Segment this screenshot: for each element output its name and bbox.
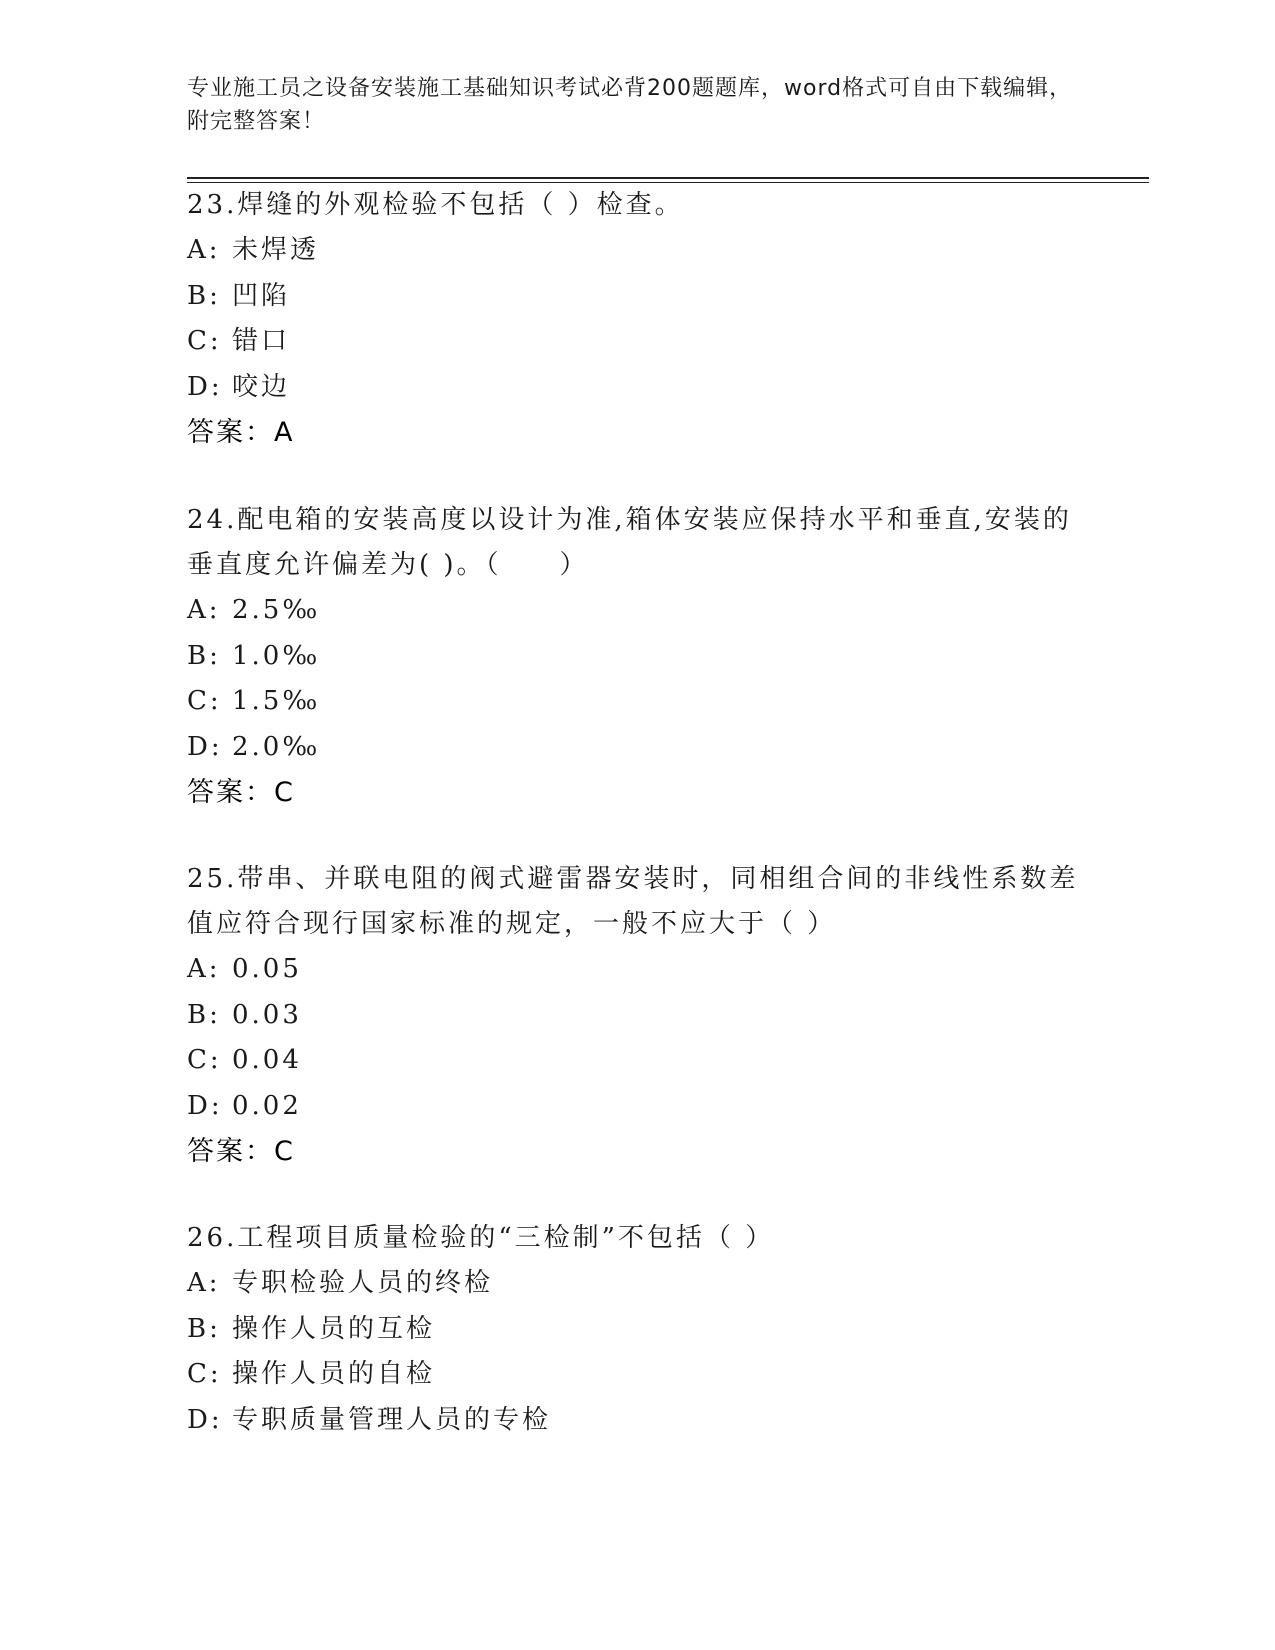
option-text: 未焊透 [232,235,320,265]
question-stem: 26.工程项目质量检验的“三检制”不包括（ ） [187,1223,775,1253]
option-text: 2.0‰ [232,731,321,762]
option-text: 错口 [232,326,291,356]
option-text: 1.5‰ [232,686,321,716]
option-b [187,1307,1087,1353]
option-c [187,679,1087,725]
option-text: 专职质量管理人员的专检 [232,1404,552,1435]
option-b [187,634,1087,680]
option-a [187,588,1087,634]
question-23 [187,183,1087,455]
question-stem: 25.带串、并联电阻的阀式避雷器安装时，同相组合间的非线性系数差值应符合现行国家标准的规定，一般不应大于（ ） [187,864,1079,939]
option-d [187,1398,1087,1444]
option-letter: A: [187,595,221,625]
option-b [187,274,1087,320]
option-letter: B: [187,1313,221,1344]
option-letter: A: [187,235,221,265]
answer-line: 答案：A [187,417,295,448]
option-d [187,1084,1087,1130]
question-stem: 24.配电箱的安装高度以设计为准,箱体安装应保持水平和垂直,安装的垂直度允许偏差为( )。（ ） [187,505,1072,580]
option-text: 咬边 [232,371,291,402]
option-letter: D: [187,731,223,762]
option-text: 专职检验人员的终检 [232,1268,494,1298]
option-letter: C: [187,1045,222,1075]
option-letter: D: [187,1404,223,1435]
option-letter: B: [187,280,221,311]
option-a [187,947,1087,993]
option-letter: C: [187,686,222,716]
option-letter: A: [187,954,221,984]
question-25 [187,857,1087,1174]
question-stem: 23.焊缝的外观检验不包括（ ）检查。 [187,190,684,220]
option-text: 操作人员的自检 [232,1359,436,1389]
question-24 [187,498,1087,815]
answer-line: 答案：C [187,777,295,808]
document-header: 专业施工员之设备安装施工基础知识考试必背200题题库，word格式可自由下载编辑，附完整答案！ [187,76,1073,134]
option-letter: A: [187,1268,221,1298]
option-text: 凹陷 [232,280,291,311]
option-text: 0.02 [232,1090,302,1121]
option-c [187,319,1087,365]
option-letter: C: [187,326,222,356]
option-letter: B: [187,999,221,1030]
option-text: 2.5‰ [232,595,321,625]
header-divider-thick [187,177,1149,179]
option-c [187,1038,1087,1084]
option-letter: D: [187,371,223,402]
option-letter: D: [187,1090,223,1121]
option-text: 0.05 [232,954,302,984]
option-text: 0.03 [232,999,302,1030]
option-b [187,993,1087,1039]
answer-line: 答案：C [187,1136,295,1167]
option-d [187,725,1087,771]
option-c [187,1352,1087,1398]
option-letter: B: [187,640,221,671]
option-a [187,1261,1087,1307]
option-text: 0.04 [232,1045,302,1075]
question-26 [187,1216,1087,1443]
option-letter: C: [187,1359,222,1389]
option-a [187,228,1087,274]
option-text: 操作人员的互检 [232,1313,436,1344]
option-text: 1.0‰ [232,640,321,671]
option-d [187,365,1087,411]
